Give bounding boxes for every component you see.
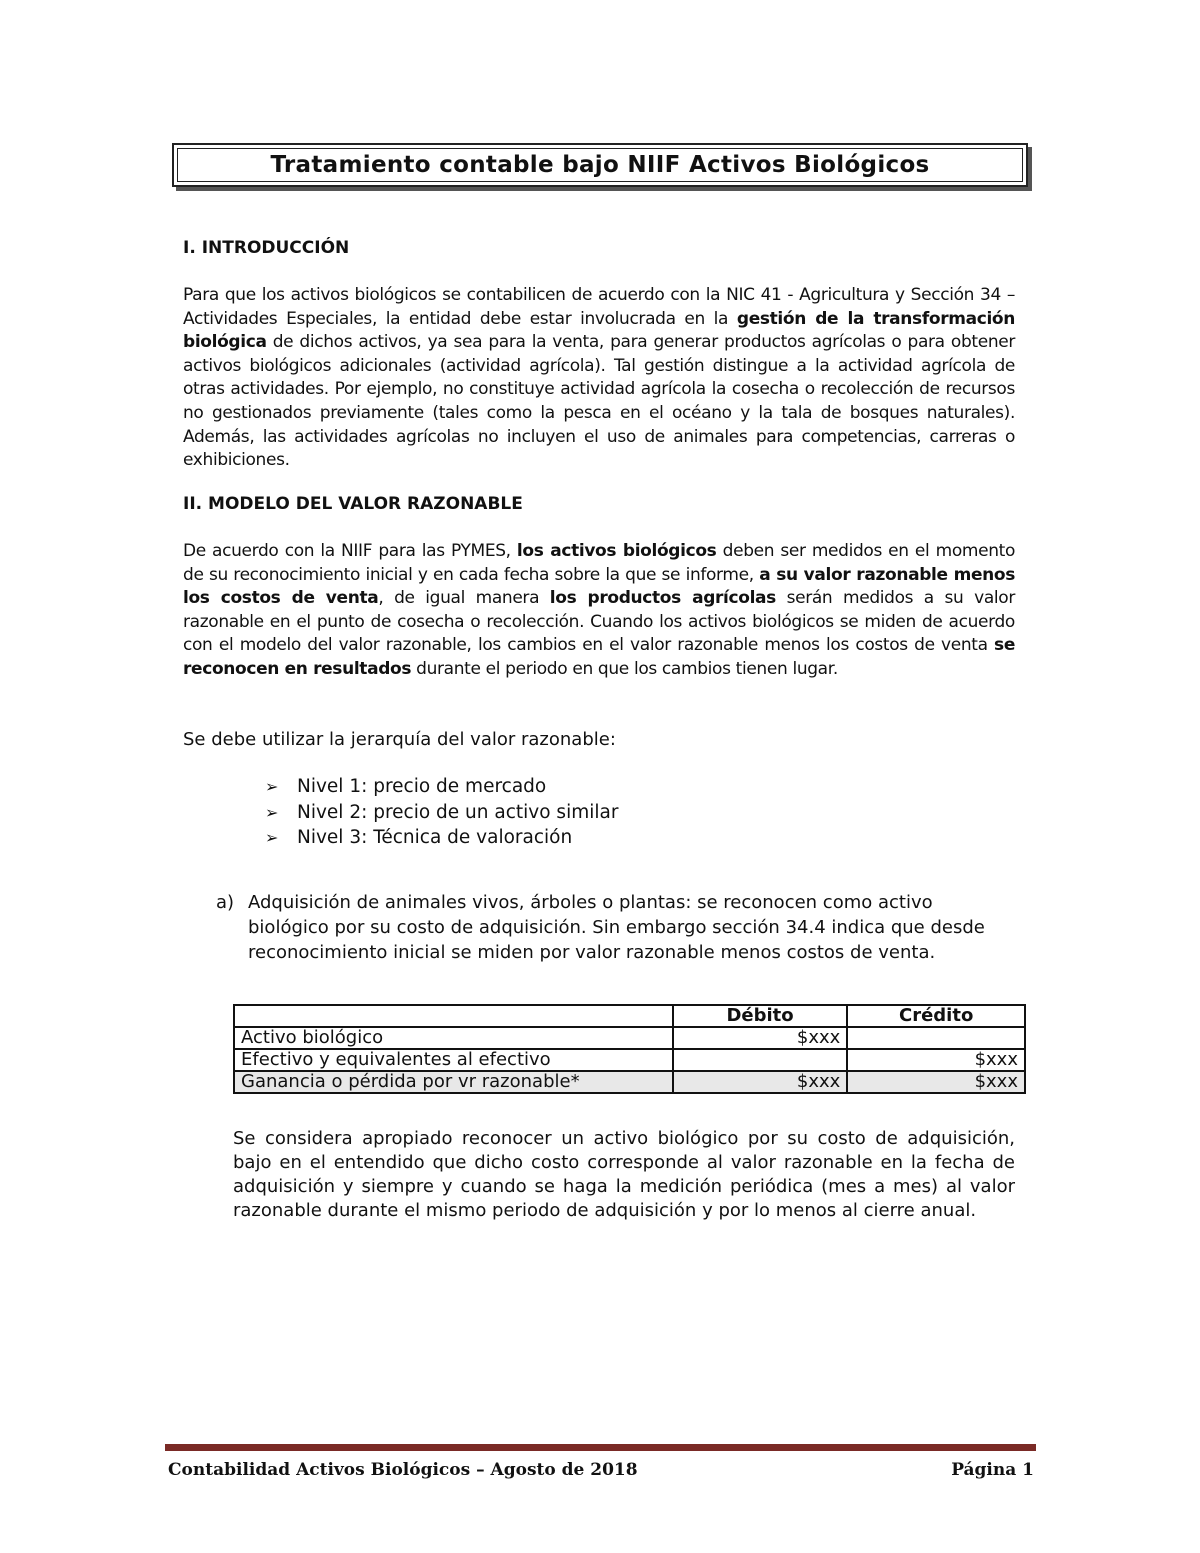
account-cell: Ganancia o pérdida por vr razonable* — [234, 1071, 673, 1093]
hierarchy-list — [265, 774, 618, 851]
hierarchy-intro: Se debe utilizar la jerarquía del valor razonable: — [183, 729, 616, 750]
modelo-text-4: serán medidos a su valor razonable en el punto de cosecha o recolección. Cuando los activos biológicos se miden de acuerdo con el modelo del valor razonable, los cambios en el valor razonable menos los costos de venta — [183, 588, 1015, 656]
account-cell: Activo biológico — [234, 1027, 673, 1049]
modelo-text-2: deben ser medidos en el momento de su reconocimiento inicial y en cada fecha sobre la que se informe, — [183, 541, 1015, 585]
credit-cell: $xxx — [847, 1049, 1025, 1071]
debit-cell: $xxx — [673, 1027, 848, 1049]
credit-cell — [847, 1027, 1025, 1049]
modelo-text-1: De acuerdo con la NIIF para las PYMES, — [183, 541, 517, 561]
arrow-bullet-icon: ➢ — [265, 802, 279, 822]
header-debit: Débito — [673, 1005, 848, 1027]
table-header-row — [234, 1005, 1025, 1027]
list-item — [265, 800, 618, 826]
debit-cell — [673, 1049, 848, 1071]
item-a-text: Adquisición de animales vivos, árboles o plantas: se reconocen como activo biológico por su costo de adquisición. Sin embargo sección 34.4 indica que desde reconocimiento inicial se miden por valor razonable menos costos de venta. — [248, 892, 985, 964]
title-box — [172, 143, 1028, 187]
list-item — [265, 825, 618, 851]
table-row — [234, 1049, 1025, 1071]
debit-cell: $xxx — [673, 1071, 848, 1093]
intro-text-2: de dichos activos, ya sea para la venta, para generar productos agrícolas o para obtener activos biológicos adicionales (actividad agrícola). Tal gestión distingue a la actividad agrícola de otras actividades. Por ejemplo, no constituye actividad agrícola la cosecha o recolección de recursos no gestionados previamente (tales como la pesca en el océano y la tala de bosques naturales). Además, las actividades agrícolas no incluyen el uso de animales para competencias, carreras o exhibiciones. — [183, 332, 1015, 471]
intro-paragraph — [183, 284, 1015, 473]
modelo-text-3: , de igual manera — [378, 588, 550, 609]
level-2: Nivel 2: precio de un activo similar — [297, 801, 619, 823]
level-1: Nivel 1: precio de mercado — [297, 776, 547, 797]
footer-title: Contabilidad Activos Biológicos – Agosto de 2018 — [168, 1460, 638, 1480]
table-row — [234, 1027, 1025, 1049]
ledger-table — [233, 1004, 1026, 1094]
modelo-bold-1: los activos biológicos — [516, 541, 717, 561]
modelo-bold-4: se reconocen en resultados — [183, 635, 1015, 679]
footer-divider — [165, 1444, 1036, 1451]
table-row — [234, 1071, 1025, 1093]
header-credit: Crédito — [847, 1005, 1025, 1027]
header-account — [234, 1005, 673, 1027]
intro-bold: gestión de la transformación biológica — [183, 308, 1015, 353]
modelo-bold-2: a su valor razonable menos los costos de venta — [183, 564, 1015, 609]
modelo-text-5: durante el periodo en que los cambios tienen lugar. — [411, 658, 838, 679]
section-heading-modelo: II. MODELO DEL VALOR RAZONABLE — [183, 494, 523, 514]
account-cell: Efectivo y equivalentes al efectivo — [234, 1049, 673, 1071]
section-heading-introduccion: I. INTRODUCCIÓN — [183, 238, 350, 258]
arrow-bullet-icon: ➢ — [265, 777, 279, 796]
item-a — [216, 890, 1016, 966]
closing-paragraph: Se considera apropiado reconocer un activo biológico por su costo de adquisición, bajo en el entendido que dicho costo corresponde al valor razonable en la fecha de adquisición y siempre y cuando se haga la medición periódica (mes a mes) al valor razonable durante el mismo periodo de adquisición y por lo menos al cierre anual. — [233, 1128, 1015, 1221]
credit-cell: $xxx — [847, 1071, 1025, 1093]
modelo-paragraph — [183, 540, 1015, 682]
arrow-bullet-icon: ➢ — [265, 828, 279, 847]
intro-text-1: Para que los activos biológicos se contabilicen de acuerdo con la NIC 41 - Agricultura y Sección 34 – Actividades Especiales, la entidad debe estar involucrada en la — [183, 285, 1015, 329]
level-3: Nivel 3: Técnica de valoración — [297, 827, 573, 848]
modelo-bold-3: los productos agrícolas — [549, 588, 776, 609]
item-a-label: a) — [216, 892, 235, 913]
page-number: Página 1 — [951, 1460, 1034, 1480]
list-item — [265, 774, 618, 800]
page-title: Tratamiento contable bajo NIIF Activos Biológicos — [270, 152, 930, 178]
